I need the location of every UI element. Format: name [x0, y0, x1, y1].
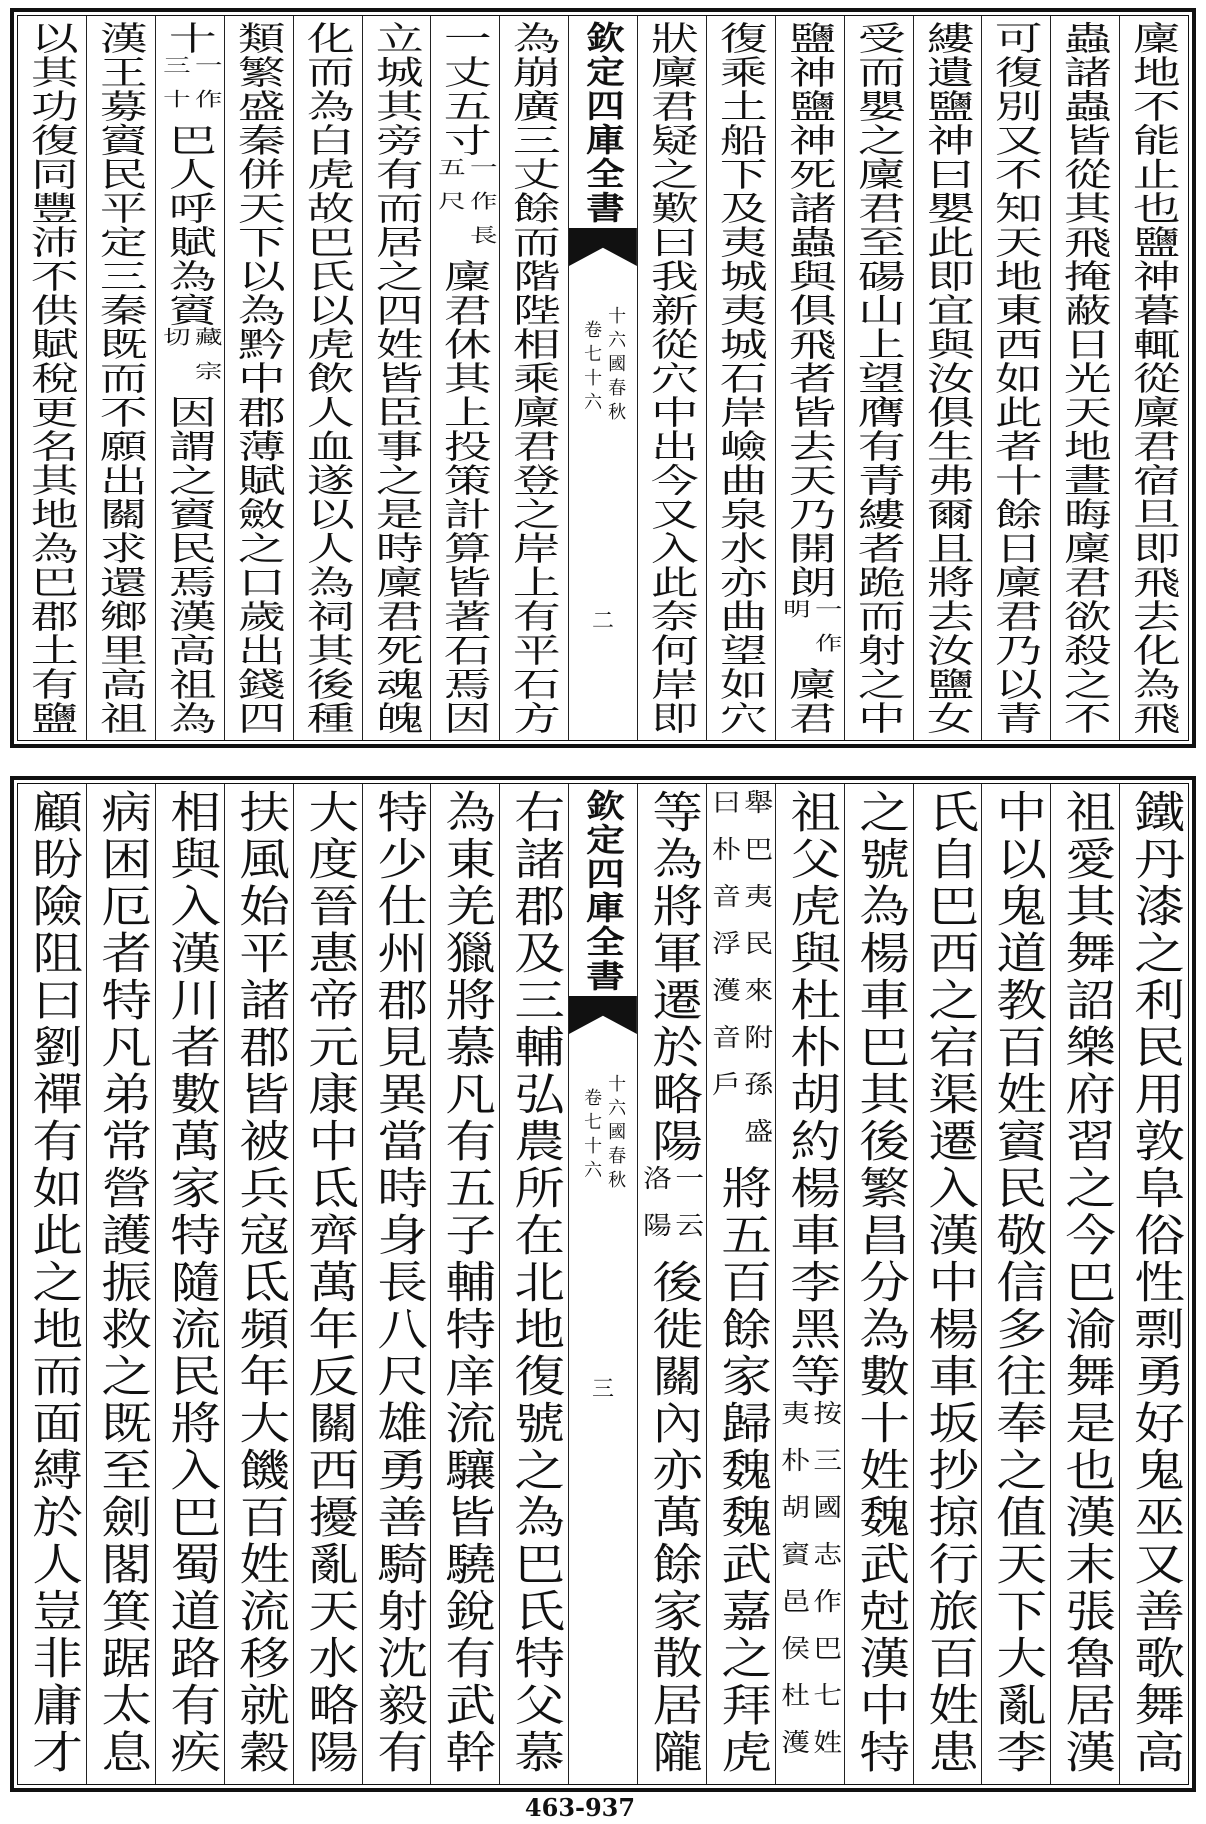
column-text: 相與入漢川者數萬家特隨流民將入巴蜀道路有疾 — [161, 789, 220, 1776]
note-left-line: 明 — [778, 599, 811, 633]
column-text: 右諸郡及三輔弘農所在北地復號之為巴氏特父慕 — [505, 789, 565, 1776]
column-body — [1119, 789, 1188, 1776]
text-column — [775, 784, 844, 1784]
column-body — [430, 21, 499, 735]
column-body — [981, 789, 1050, 1776]
note-left-line: 曰朴音浮濩音戶 — [708, 789, 742, 1118]
column-body — [775, 789, 844, 1776]
text-column — [981, 784, 1050, 1784]
interlinear-note — [434, 157, 498, 259]
text-column — [913, 16, 982, 740]
column-text: 化而為白虎故巴氏以虎飲人血遂以人為祠其後種 — [299, 21, 356, 735]
column-text: 因謂之賨民焉漢高祖為 — [161, 395, 219, 735]
note-left-line: 三十 — [158, 55, 191, 123]
column-text: 蟲諸蟲皆從其飛掩蔽日光天地晝晦廩君欲殺之不 — [1056, 21, 1114, 735]
page-frame — [17, 15, 1189, 741]
column-body — [775, 21, 844, 735]
column-body — [86, 21, 155, 735]
column-text: 廩君 — [781, 667, 838, 735]
column-body — [1119, 21, 1188, 735]
column-body — [1050, 21, 1119, 735]
column-body — [224, 789, 293, 1776]
column-text: 類繁盛秦併天下以為黔中郡薄賦斂之口歲出錢四 — [230, 21, 287, 735]
text-column — [844, 784, 913, 1784]
text-column — [844, 16, 913, 740]
column-text: 十 — [161, 21, 219, 55]
column-text: 縷遺鹽神曰嬰此即宜與汝俱生弗爾且將去汝鹽女 — [919, 21, 976, 735]
column-text: 祖愛其舞詔樂府習之今巴渝舞是也漢末張魯居漢 — [1056, 789, 1116, 1776]
text-column — [430, 784, 499, 1784]
column-text: 將五百餘家歸魏魏武嘉之拜虎 — [712, 1165, 771, 1776]
text-column — [1119, 784, 1188, 1784]
note-right-line: 一云 — [671, 1165, 705, 1259]
column-text: 顧盼險阻曰劉禪有如此之地而面縛於人豈非庸才 — [23, 789, 82, 1776]
column-body — [224, 21, 293, 735]
note-left-line: 切 — [158, 327, 191, 361]
text-column — [706, 16, 775, 740]
column-body — [981, 21, 1050, 735]
column-text: 復乘土船下及夷城夷城石岸嶮曲泉水亦曲望如穴 — [712, 21, 770, 735]
column-body — [913, 21, 982, 735]
text-column — [224, 16, 293, 740]
text-column — [362, 784, 431, 1784]
text-column — [86, 784, 155, 1784]
text-column — [224, 784, 293, 1784]
fold-volume: 卷七十六 — [581, 320, 603, 416]
scan-page-code: 463-937 — [524, 1793, 636, 1822]
column-text: 大度晉惠帝元康中氐齊萬年反關西擾亂天水略陽 — [298, 789, 358, 1776]
column-text: 氏自巴西之宕渠遷入漢中楊車坂抄掠行旅百姓患 — [918, 789, 978, 1776]
note-left-line: 五尺 — [434, 157, 467, 225]
note-right-line: 藏宗 — [190, 327, 223, 395]
column-body — [844, 21, 913, 735]
interlinear-note — [778, 599, 843, 667]
column-text: 病困厄者特凡弟常營護振救之既至劍閣箕踞太息 — [92, 789, 151, 1776]
column-body — [362, 789, 431, 1776]
fold-work-info — [581, 306, 627, 426]
text-column — [430, 16, 499, 740]
column-body — [293, 21, 362, 735]
column-body — [913, 789, 982, 1776]
column-text: 巴人呼賦為賨 — [161, 123, 219, 327]
note-right-line: 一作 — [810, 599, 843, 667]
text-column — [293, 784, 362, 1784]
interlinear-note — [776, 1400, 843, 1776]
text-column — [155, 784, 224, 1784]
column-body — [293, 789, 362, 1776]
text-column — [155, 16, 224, 740]
fold-page-number: 三 — [592, 1377, 615, 1402]
column-body — [706, 21, 775, 735]
column-body — [499, 21, 568, 735]
note-right-line: 按三國志作巴七姓 — [809, 1400, 843, 1776]
text-column — [1050, 784, 1119, 1784]
fishtail-mark — [569, 228, 637, 266]
column-body — [155, 21, 224, 735]
text-column — [499, 16, 568, 740]
column-text: 特少仕州郡見異當時身長八尺雄勇善騎射沈毅有 — [367, 789, 427, 1776]
column-body — [362, 21, 431, 735]
text-column — [1119, 16, 1188, 740]
column-text: 狀廩君疑之歎曰我新從穴中出今又入此奈何岸即 — [643, 21, 701, 735]
column-body — [430, 789, 499, 1776]
fold-work-info — [581, 1074, 627, 1194]
column-text: 扶風始平諸郡皆被兵寇氐頻年大饑百姓流移就穀 — [229, 789, 289, 1776]
column-body — [706, 789, 775, 1776]
column-text: 祖父虎與杜朴胡約楊車李黑等 — [780, 789, 840, 1400]
text-column — [637, 16, 706, 740]
note-right-line: 一作長 — [466, 157, 498, 259]
text-column — [293, 16, 362, 740]
column-body — [155, 789, 224, 1776]
column-text: 為崩廣三丈餘而階陛相乘廩君登之岸上有平石方 — [505, 21, 563, 735]
interlinear-note — [158, 55, 223, 123]
column-text: 廩地不能止也鹽神暮輒從廩君宿旦即飛去化為飛 — [1125, 21, 1183, 735]
column-text: 之號為楊車巴其後繁昌分為數十姓魏武尅漢中特 — [849, 789, 909, 1776]
text-column — [981, 16, 1050, 740]
column-body — [637, 21, 706, 735]
text-column — [18, 16, 86, 740]
fold-volume: 卷七十六 — [581, 1088, 603, 1184]
note-left-line: 洛陽 — [639, 1165, 673, 1259]
column-text: 以其功復同豐沛不供賦稅更名其地為巴郡土有鹽 — [23, 21, 81, 735]
column-text: 中以鬼道教百姓賨民敬信多往奉之值天下大亂李 — [987, 789, 1047, 1776]
column-text: 立城其旁有而居之四姓皆臣事之是時廩君死魂魄 — [368, 21, 425, 735]
column-text: 後徙關內亦萬餘家散居隴 — [643, 1259, 702, 1776]
fold-column — [568, 784, 637, 1784]
upper-half-page — [10, 8, 1196, 748]
interlinear-note — [708, 789, 774, 1165]
fold-work-title: 十六國春秋 — [605, 1074, 627, 1194]
column-text: 廩君休其上投策計算皆著石焉因 — [437, 259, 494, 735]
column-text: 鐵丹漆之利民用敦阜俗性剽勇好鬼巫又善歌舞高 — [1125, 789, 1184, 1776]
fold-page-number: 二 — [592, 609, 615, 634]
column-body — [86, 789, 155, 1776]
column-text: 鹽神鹽神死諸蟲與俱飛者皆去天乃開朗 — [781, 21, 838, 599]
text-column — [86, 16, 155, 740]
fold-column — [568, 16, 637, 740]
text-column — [499, 784, 568, 1784]
interlinear-note — [158, 327, 223, 395]
page-frame — [17, 783, 1189, 1785]
text-column — [706, 784, 775, 1784]
interlinear-note — [639, 1165, 705, 1259]
text-column — [1050, 16, 1119, 740]
text-column — [913, 784, 982, 1784]
column-body — [1050, 789, 1119, 1776]
fishtail-mark — [569, 996, 637, 1034]
note-right-line: 舉巴夷民來附孫盛 — [740, 789, 774, 1165]
column-text: 為東羌獵將慕凡有五子輔特庠流驤皆驍銳有武幹 — [436, 789, 496, 1776]
fold-book-title: 欽定四庫全書 — [580, 789, 626, 993]
column-body — [844, 789, 913, 1776]
note-right-line: 一作 — [190, 55, 223, 123]
column-text: 漢王募賨民平定三秦既而不願出關求還鄉里高祖 — [92, 21, 150, 735]
column-text: 可復別又不知天地東西如此者十餘日廩君乃以青 — [988, 21, 1045, 735]
lower-half-page — [10, 776, 1196, 1792]
column-text: 受而嬰之廩君至碭山上望膺有青縷者跪而射之中 — [850, 21, 907, 735]
column-body — [499, 789, 568, 1776]
fold-book-title: 欽定四庫全書 — [580, 21, 626, 225]
text-column — [637, 784, 706, 1784]
text-column — [18, 784, 86, 1784]
text-column — [775, 16, 844, 740]
column-body — [18, 21, 86, 735]
column-text: 一丈五寸 — [437, 21, 494, 157]
text-column — [362, 16, 431, 740]
column-body — [18, 789, 86, 1776]
fold-work-title: 十六國春秋 — [605, 306, 627, 426]
note-left-line: 夷朴胡賨邑侯杜濩 — [776, 1400, 811, 1776]
column-body — [637, 789, 706, 1776]
column-text: 等為將軍遷於略陽 — [643, 789, 702, 1165]
